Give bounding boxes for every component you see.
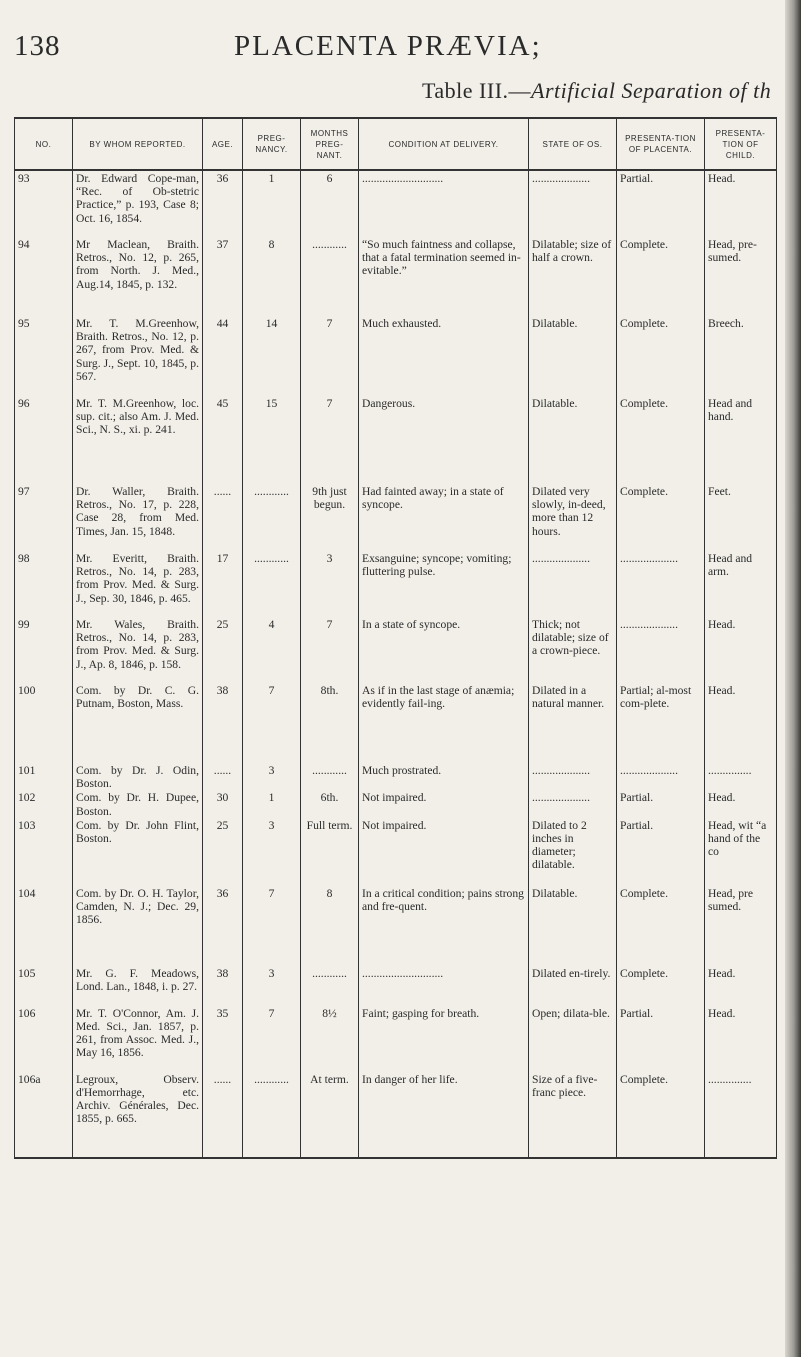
col-header-months: MONTHS PREG-NANT.	[301, 118, 359, 170]
placenta-presentation: Complete.	[617, 1072, 705, 1158]
months-pregnant: ............	[301, 763, 359, 790]
pregnancy: 7	[243, 1006, 301, 1072]
pregnancy: 7	[243, 886, 301, 966]
child-presentation: Head, pre sumed.	[705, 886, 777, 966]
reported-by: Com. by Dr. J. Odin, Boston.	[73, 763, 203, 790]
placenta-presentation: Partial.	[617, 818, 705, 886]
case-number: 105	[15, 966, 73, 1006]
case-number: 96	[15, 396, 73, 484]
months-pregnant: 7	[301, 396, 359, 484]
reported-by: Mr. T. O'Connor, Am. J. Med. Sci., Jan. 1857, p. 261, from Assoc. Med. J., May 16, 1856.	[73, 1006, 203, 1072]
pregnancy: 3	[243, 818, 301, 886]
table-row	[15, 237, 777, 316]
table-row	[15, 763, 777, 790]
case-number: 97	[15, 484, 73, 551]
child-presentation: Head.	[705, 170, 777, 237]
age: 37	[203, 237, 243, 316]
pregnancy: ............	[243, 484, 301, 551]
state-of-os: Dilatable; size of half a crown.	[529, 237, 617, 316]
months-pregnant: 3	[301, 551, 359, 617]
reported-by: Mr. Everitt, Braith. Retros., No. 14, p. 283, from Prov. Med. & Surg. J., Sep. 30, 1846, p. 465.	[73, 551, 203, 617]
table-row	[15, 790, 777, 817]
pregnancy: 3	[243, 763, 301, 790]
condition: As if in the last stage of anæmia; evidently fail-ing.	[359, 683, 529, 763]
table-row	[15, 1006, 777, 1072]
condition: Faint; gasping for breath.	[359, 1006, 529, 1072]
placenta-presentation: Complete.	[617, 886, 705, 966]
state-of-os: ....................	[529, 763, 617, 790]
child-presentation: Head and arm.	[705, 551, 777, 617]
case-number: 98	[15, 551, 73, 617]
case-number: 101	[15, 763, 73, 790]
case-number: 94	[15, 237, 73, 316]
age: 44	[203, 316, 243, 396]
case-number: 95	[15, 316, 73, 396]
placenta-presentation: Partial.	[617, 170, 705, 237]
state-of-os: Open; dilata-ble.	[529, 1006, 617, 1072]
reported-by: Com. by Dr. C. G. Putnam, Boston, Mass.	[73, 683, 203, 763]
condition: In a critical condition; pains strong and fre-quent.	[359, 886, 529, 966]
state-of-os: ....................	[529, 551, 617, 617]
reported-by: Com. by Dr. O. H. Taylor, Camden, N. J.; Dec. 29, 1856.	[73, 886, 203, 966]
pregnancy: 15	[243, 396, 301, 484]
placenta-presentation: Complete.	[617, 396, 705, 484]
months-pregnant: 7	[301, 617, 359, 683]
condition: ............................	[359, 170, 529, 237]
age: ......	[203, 484, 243, 551]
months-pregnant: 8½	[301, 1006, 359, 1072]
condition: Not impaired.	[359, 790, 529, 817]
months-pregnant: 9th just begun.	[301, 484, 359, 551]
col-header-pregnancy: PREG-NANCY.	[243, 118, 301, 170]
col-header-condition: CONDITION AT DELIVERY.	[359, 118, 529, 170]
table-title-text: Artificial Separation of th	[531, 78, 772, 103]
state-of-os: Dilated to 2 inches in diameter; dilatable.	[529, 818, 617, 886]
reported-by: Legroux, Observ. d'Hemorrhage, etc. Archiv. Générales, Dec. 1855, p. 665.	[73, 1072, 203, 1158]
col-header-child: PRESENTA-TION OF CHILD.	[705, 118, 777, 170]
condition: Not impaired.	[359, 818, 529, 886]
reported-by: Dr. Waller, Braith. Retros., No. 17, p. 228, Case 28, from Med. Times, Jan. 15, 1848.	[73, 484, 203, 551]
child-presentation: Feet.	[705, 484, 777, 551]
age: 17	[203, 551, 243, 617]
placenta-presentation: ....................	[617, 551, 705, 617]
state-of-os: Dilated en-tirely.	[529, 966, 617, 1006]
condition: Exsanguine; syncope; vomiting; fluttering pulse.	[359, 551, 529, 617]
page-number: 138	[14, 30, 61, 62]
pregnancy: 7	[243, 683, 301, 763]
placenta-presentation: ....................	[617, 763, 705, 790]
case-number: 106a	[15, 1072, 73, 1158]
condition: In a state of syncope.	[359, 617, 529, 683]
child-presentation: Head, wit “a hand of the co	[705, 818, 777, 886]
pregnancy: ............	[243, 551, 301, 617]
months-pregnant: 6th.	[301, 790, 359, 817]
reported-by: Mr. Wales, Braith. Retros., No. 14, p. 283, from Prov. Med. & Surg. J., Ap. 8, 1846, p. 158.	[73, 617, 203, 683]
months-pregnant: Full term.	[301, 818, 359, 886]
reported-by: Mr Maclean, Braith. Retros., No. 12, p. 265, from North. J. Med., Aug.14, 1845, p. 132.	[73, 237, 203, 316]
age: 35	[203, 1006, 243, 1072]
table-row	[15, 484, 777, 551]
case-number: 104	[15, 886, 73, 966]
state-of-os: Dilatable.	[529, 886, 617, 966]
condition: In danger of her life.	[359, 1072, 529, 1158]
placenta-presentation: Complete.	[617, 237, 705, 316]
placenta-presentation: Complete.	[617, 966, 705, 1006]
case-number: 93	[15, 170, 73, 237]
child-presentation: ...............	[705, 763, 777, 790]
child-presentation: Head.	[705, 617, 777, 683]
pregnancy: ............	[243, 1072, 301, 1158]
child-presentation: Head.	[705, 1006, 777, 1072]
case-number: 103	[15, 818, 73, 886]
age: 36	[203, 170, 243, 237]
state-of-os: ....................	[529, 170, 617, 237]
months-pregnant: 8th.	[301, 683, 359, 763]
months-pregnant: 6	[301, 170, 359, 237]
child-presentation: Head.	[705, 683, 777, 763]
pregnancy: 3	[243, 966, 301, 1006]
case-number: 102	[15, 790, 73, 817]
condition: Had fainted away; in a state of syncope.	[359, 484, 529, 551]
table-row	[15, 551, 777, 617]
table-row	[15, 396, 777, 484]
pregnancy: 1	[243, 790, 301, 817]
col-header-reporter: BY WHOM REPORTED.	[73, 118, 203, 170]
table-row	[15, 170, 777, 237]
age: 38	[203, 966, 243, 1006]
table-header-row	[15, 118, 777, 170]
age: ......	[203, 1072, 243, 1158]
child-presentation: Head and hand.	[705, 396, 777, 484]
pregnancy: 14	[243, 316, 301, 396]
table-row	[15, 818, 777, 886]
condition: ............................	[359, 966, 529, 1006]
placenta-presentation: Partial.	[617, 1006, 705, 1072]
reported-by: Mr. G. F. Meadows, Lond. Lan., 1848, i. p. 27.	[73, 966, 203, 1006]
table-label: Table III.	[422, 78, 509, 103]
reported-by: Com. by Dr. John Flint, Boston.	[73, 818, 203, 886]
months-pregnant: ............	[301, 237, 359, 316]
state-of-os: Dilated in a natural manner.	[529, 683, 617, 763]
reported-by: Dr. Edward Cope-man, “Rec. of Ob-stetric Practice,” p. 193, Case 8; Oct. 16, 1854.	[73, 170, 203, 237]
child-presentation: Head, pre-sumed.	[705, 237, 777, 316]
months-pregnant: At term.	[301, 1072, 359, 1158]
case-number: 100	[15, 683, 73, 763]
child-presentation: ...............	[705, 1072, 777, 1158]
age: 25	[203, 818, 243, 886]
table-title	[422, 78, 771, 104]
months-pregnant: ............	[301, 966, 359, 1006]
condition: Much exhausted.	[359, 316, 529, 396]
col-header-no: NO.	[15, 118, 73, 170]
state-of-os: Dilated very slowly, in-deed, more than 12 hours.	[529, 484, 617, 551]
binding-edge	[785, 0, 801, 1357]
child-presentation: Head.	[705, 966, 777, 1006]
placenta-presentation: Partial.	[617, 790, 705, 817]
table-row	[15, 966, 777, 1006]
table-dash: —	[508, 78, 532, 103]
case-number: 99	[15, 617, 73, 683]
state-of-os: Thick; not dilatable; size of a crown-piece.	[529, 617, 617, 683]
placenta-presentation: ....................	[617, 617, 705, 683]
age: 38	[203, 683, 243, 763]
pregnancy: 1	[243, 170, 301, 237]
state-of-os: Dilatable.	[529, 316, 617, 396]
months-pregnant: 8	[301, 886, 359, 966]
condition: Dangerous.	[359, 396, 529, 484]
cases-table	[14, 117, 777, 1159]
table-row	[15, 1072, 777, 1158]
state-of-os: ....................	[529, 790, 617, 817]
col-header-age: AGE.	[203, 118, 243, 170]
age: 30	[203, 790, 243, 817]
age: 36	[203, 886, 243, 966]
state-of-os: Dilatable.	[529, 396, 617, 484]
placenta-presentation: Complete.	[617, 484, 705, 551]
state-of-os: Size of a five-franc piece.	[529, 1072, 617, 1158]
reported-by: Com. by Dr. H. Dupee, Boston.	[73, 790, 203, 817]
pregnancy: 4	[243, 617, 301, 683]
age: ......	[203, 763, 243, 790]
running-head: PLACENTA PRÆVIA;	[234, 30, 542, 62]
placenta-presentation: Complete.	[617, 316, 705, 396]
child-presentation: Breech.	[705, 316, 777, 396]
pregnancy: 8	[243, 237, 301, 316]
placenta-presentation: Partial; al-most com-plete.	[617, 683, 705, 763]
condition: Much prostrated.	[359, 763, 529, 790]
table-row	[15, 617, 777, 683]
child-presentation: Head.	[705, 790, 777, 817]
table-row	[15, 683, 777, 763]
reported-by: Mr. T. M.Greenhow, Braith. Retros., No. 12, p. 267, from Prov. Med. & Surg. J., Sept. 10, 1845, p. 567.	[73, 316, 203, 396]
table-row	[15, 316, 777, 396]
condition: “So much faintness and collapse, that a fatal termination seemed in-evitable.”	[359, 237, 529, 316]
age: 45	[203, 396, 243, 484]
col-header-placenta: PRESENTA-TION OF PLACENTA.	[617, 118, 705, 170]
col-header-os: STATE OF OS.	[529, 118, 617, 170]
table-row	[15, 886, 777, 966]
months-pregnant: 7	[301, 316, 359, 396]
case-number: 106	[15, 1006, 73, 1072]
reported-by: Mr. T. M.Greenhow, loc. sup. cit.; also Am. J. Med. Sci., N. S., xi. p. 241.	[73, 396, 203, 484]
age: 25	[203, 617, 243, 683]
